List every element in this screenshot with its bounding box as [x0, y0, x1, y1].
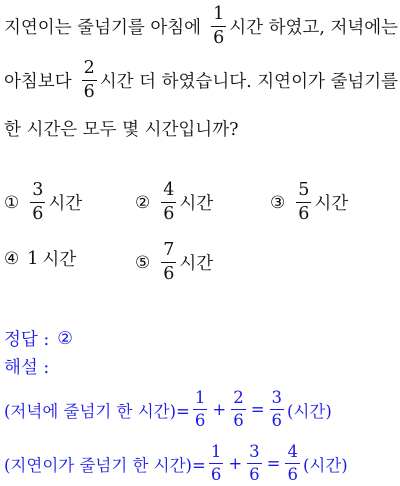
fraction: $\frac{5}{6}$ [298, 180, 310, 224]
explanation-equation-1 [4, 390, 332, 429]
fraction: $\frac{1}{6}$ [213, 4, 225, 48]
equation-unit: (시간) [287, 401, 332, 421]
fraction: $\frac{1}{6}$ [194, 388, 206, 430]
plus-sign: + [212, 400, 227, 419]
option-mark: ③ [270, 192, 286, 213]
option-2[interactable] [135, 182, 213, 223]
equation-unit: (시간) [302, 455, 348, 475]
plus-sign: + [228, 454, 243, 473]
question-line-2 [4, 60, 398, 101]
question-line-1 [4, 6, 398, 47]
option-text: 시간 [48, 194, 83, 214]
answer-label: 정답 : [4, 330, 50, 350]
explanation-equation-2 [4, 444, 348, 483]
fraction: $\frac{1}{6}$ [210, 442, 222, 484]
option-4[interactable] [4, 246, 76, 271]
option-text: 시간 [42, 250, 77, 270]
option-5[interactable] [135, 242, 213, 283]
question-text: 시간 더 하였습니다. 지연이가 줄넘기를 [99, 72, 399, 92]
question-text: 한 시간은 모두 몇 시간입니까? [4, 120, 239, 140]
answer-line [4, 326, 73, 351]
question-line-3 [4, 116, 239, 141]
option-3[interactable] [270, 182, 348, 223]
fraction: $\frac{3}{6}$ [249, 442, 260, 484]
option-mark: ④ [4, 248, 20, 269]
fraction: $\frac{4}{6}$ [287, 442, 298, 484]
question-text: 시간 하였고, 저녁에는 [229, 18, 399, 38]
option-mark: ⑤ [135, 252, 151, 273]
explanation-label-line [4, 354, 49, 379]
fraction: $\frac{4}{6}$ [163, 180, 175, 224]
fraction: $\frac{2}{6}$ [83, 58, 95, 102]
option-mark: ① [4, 192, 20, 213]
fraction: $\frac{3}{6}$ [271, 388, 283, 430]
equation-lhs: (저녁에 줄넘기 한 시간)= [4, 401, 190, 421]
explanation-label: 해설 : [4, 358, 50, 378]
option-whole: 1 [27, 248, 39, 269]
fraction: $\frac{3}{6}$ [32, 180, 44, 224]
option-mark: ② [135, 192, 151, 213]
option-text: 시간 [179, 254, 214, 274]
option-text: 시간 [314, 194, 349, 214]
fraction: $\frac{7}{6}$ [163, 240, 175, 284]
fraction: $\frac{2}{6}$ [233, 388, 244, 430]
option-1[interactable] [4, 182, 82, 223]
equals-sign: = [250, 400, 265, 419]
equation-lhs: (지연이가 줄넘기 한 시간)= [4, 455, 206, 475]
question-text: 지연이는 줄넘기를 아침에 [4, 18, 202, 38]
question-text: 아침보다 [4, 72, 72, 92]
equals-sign: = [266, 454, 281, 473]
option-text: 시간 [179, 194, 214, 214]
answer-value: ② [57, 328, 73, 349]
